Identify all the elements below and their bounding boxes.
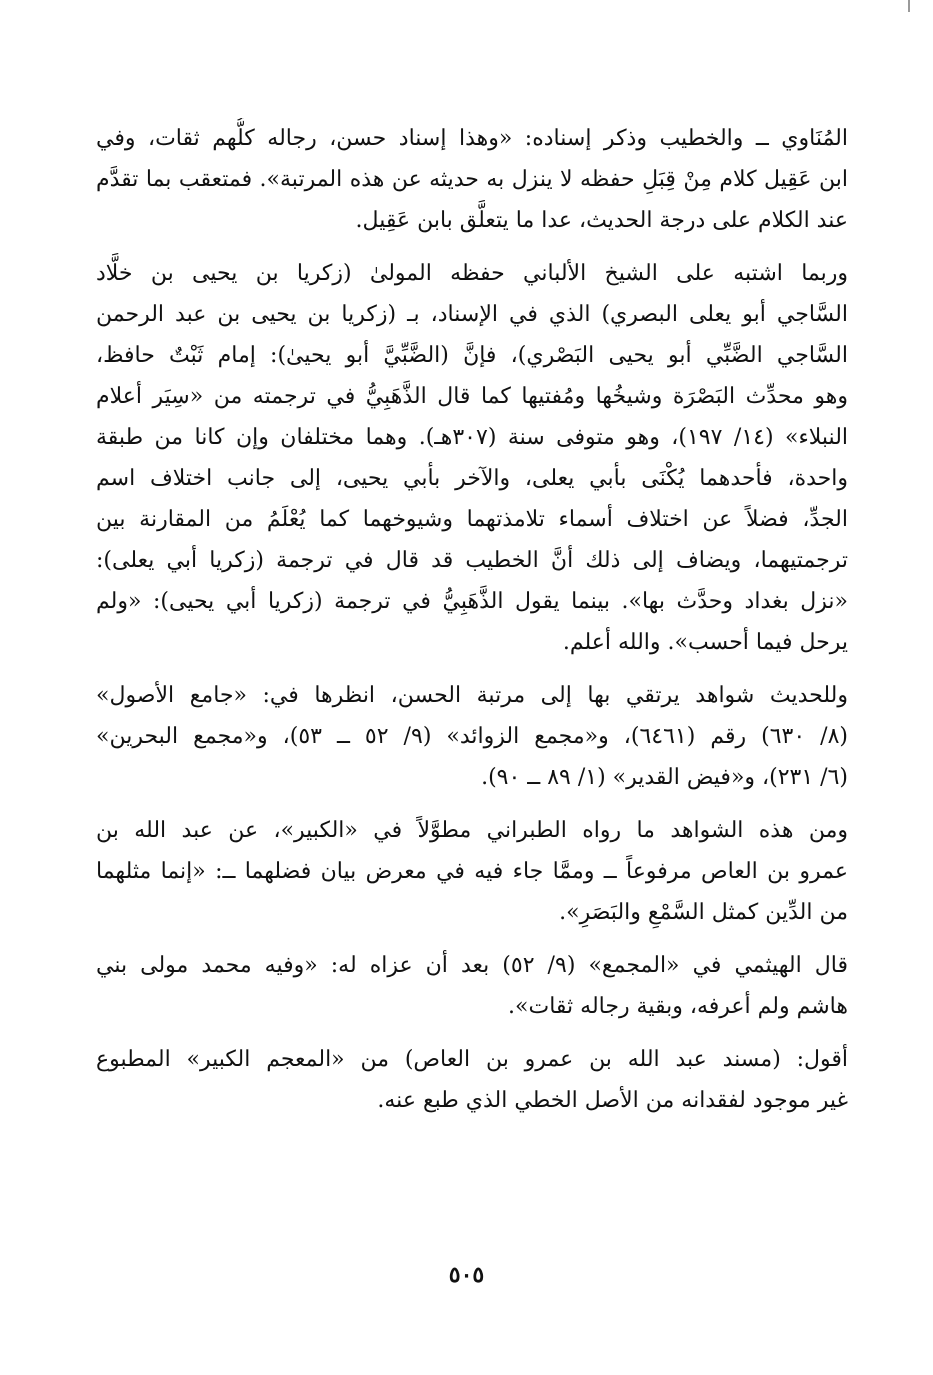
- text-line: المُنَاوي ــ والخطيب وذكر إسناده: «وهذا إسناد حسن، رجاله كلُّهم ثقات، وفي: [96, 126, 848, 151]
- page-number: ٥٠٥: [448, 1262, 485, 1288]
- text-line: يرحل فيما أحسب». والله أعلم.: [562, 630, 848, 655]
- text-line: من الدِّين كمثل السَّمْعِ والبَصَرِ».: [559, 900, 848, 925]
- paragraph-2: [96, 253, 848, 663]
- text-line: عند الكلام على درجة الحديث، عدا ما يتعلَّق بابن عَقِيل.: [355, 208, 848, 233]
- text-line: غير موجود لفقدانه من الأصل الخطي الذي طبع عنه.: [377, 1088, 848, 1113]
- paragraph-6: [96, 1039, 848, 1121]
- text-line: وهو محدِّث البَصْرَة وشيخُها ومُفتيها كما قال الذَّهَبِيُّ في ترجمته من «سِيَر أعلام: [96, 384, 848, 409]
- body-text: [96, 118, 848, 1121]
- text-line: النبلاء» (١٤/ ١٩٧)، وهو متوفى سنة (٣٠٧هـ). وهما مختلفان وإن كانا من طبقة: [96, 425, 848, 450]
- text-line: «نزل بغداد وحدَّث بها». بينما يقول الذَّهَبِيُّ في ترجمة (زكريا أبي يحيى): «ولم: [96, 589, 848, 614]
- text-line: وللحديث شواهد يرتقي بها إلى مرتبة الحسن، انظرها في: «جامع الأصول»: [96, 683, 848, 708]
- text-line: (٦/ ٢٣١)، و«فيض القدير» (١/ ٨٩ ــ ٩٠).: [481, 765, 848, 790]
- text-line: وربما اشتبه على الشيخ الألباني حفظه المولىٰ (زكريا بن يحيى بن خلَّاد: [96, 261, 848, 286]
- text-line: (٨/ ٦٣٠) رقم (٦٤٦١)، و«مجمع الزوائد» (٩/ ٥٢ ــ ٥٣)، و«مجمع البحرين»: [96, 724, 848, 749]
- text-line: الجدِّ، فضلاً عن اختلاف أسماء تلامذتهما وشيوخهما كما يُعْلَمُ من المقارنة بين: [96, 507, 848, 532]
- paragraph-4: [96, 810, 848, 933]
- paragraph-1: [96, 118, 848, 241]
- paragraph-5: [96, 945, 848, 1027]
- text-line: واحدة، فأحدهما يُكْنَى بأبي يعلى، والآخر بأبي يحيى، إلى جانب اختلاف اسم: [96, 466, 848, 491]
- paragraph-3: [96, 675, 848, 798]
- text-line: ومن هذه الشواهد ما رواه الطبراني مطوَّلاً في «الكبير»، عن عبد الله بن: [96, 818, 848, 843]
- text-line: عمرو بن العاص مرفوعاً ــ وممَّا جاء فيه في معرض بيان فضلهما ــ: «إنما مثلهما: [96, 859, 848, 884]
- text-line: ترجمتيهما، ويضاف إلى ذلك أنَّ الخطيب قد قال في ترجمة (زكريا أبي يعلى):: [96, 548, 848, 573]
- text-line: هاشم ولم أعرفه، وبقية رجاله ثقات».: [508, 994, 848, 1019]
- scan-edge-mark: [908, 0, 910, 12]
- text-line: السَّاجي الضَّبِّي أبو يحيى البَصْري)، فإنَّ (الضَّبِّيَّ أبو يحيىٰ): إمام ثَبْتٌ حافظ،: [96, 343, 848, 368]
- text-line: ابن عَقِيل كلام مِنْ قِبَلِ حفظه لا ينزل به حديثه عن هذه المرتبة». فمتعقب بما تقدَّم: [96, 167, 848, 192]
- text-line: السَّاجي أبو يعلى البصري) الذي في الإسناد، بـ (زكريا بن يحيى بن عبد الرحمن: [96, 302, 848, 327]
- text-line: أقول: (مسند عبد الله بن عمرو بن العاص) من «المعجم الكبير» المطبوع: [96, 1047, 848, 1072]
- text-line: قال الهيثمي في «المجمع» (٩/ ٥٢) بعد أن عزاه له: «وفيه محمد مولى بني: [96, 953, 848, 978]
